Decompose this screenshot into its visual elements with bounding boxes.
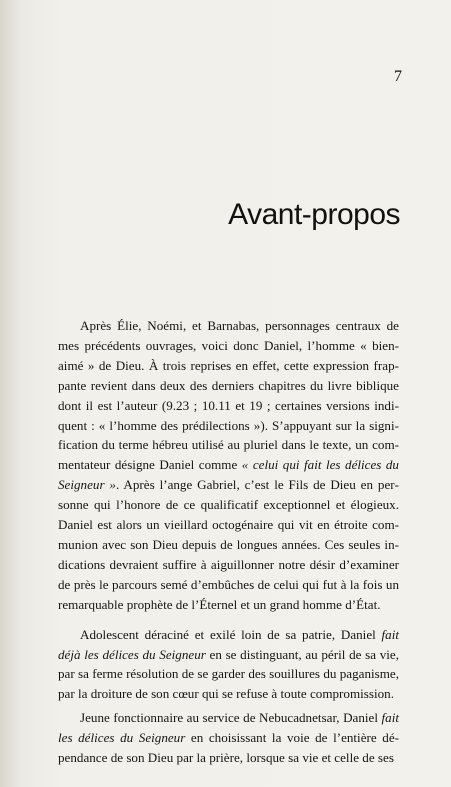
italic-phrase: fait les délices du Seigneur [58, 710, 399, 746]
chapter-title: Avant-propos [228, 198, 400, 231]
text-run: en choisissant la voie de l’entière dépendance de son Dieu par la prière, lorsque sa vie et celle de ses [58, 730, 400, 766]
text-run: . Après l’ange Gabriel, c’est le Fils de Dieu en personne qui l’honore de ce qualificatif exceptionnel et élogieux. Daniel est alors un vieillard octogénaire qui vit en étroite communion avec son Dieu depuis de longues années. Ces seules indications devraient suffire à aiguillonner notre désir d’examiner de près le parcours semé d’embûches de celui qui fut à la fois un remarquable prophète de l’Éternel et un grand homme d’État. [58, 477, 399, 612]
italic-phrase: « celui qui fait les délices du Seigneur » [58, 457, 399, 493]
text-run: Après Élie, Noémi, et Barnabas, personnages centraux de mes précédents ouvrages, voici donc Daniel, l’homme « bienaimé » de Dieu. À trois reprises en effet, cette expression frappante revient dans deux des derniers chapitres du livre biblique dont il est l’auteur (9.23 ; 10.11 et 19 ; certaines versions indiquent : « l’homme des prédilections »). S’appuyant sur la signification du terme hébreu utilisé au pluriel dans le texte, un commentateur désigne Daniel comme [58, 318, 399, 473]
text-run: en se distinguant, au péril de sa vie, par sa ferme résolution de se garder des souillures du paganisme, par la droiture de son cœur qui se refuse à toute compromission. [58, 646, 399, 702]
page-number: 7 [394, 68, 402, 85]
paragraph-3 [58, 708, 399, 768]
italic-phrase: fait déjà les délices du Seigneur [58, 626, 399, 662]
paragraph-1 [58, 316, 399, 615]
text-run: Jeune fonctionnaire au service de Nebucadnetsar, Daniel [80, 710, 382, 726]
text-run: Adolescent déraciné et exilé loin de sa patrie, Daniel [80, 626, 382, 642]
paragraph-2 [58, 625, 399, 705]
body-text [58, 316, 399, 768]
